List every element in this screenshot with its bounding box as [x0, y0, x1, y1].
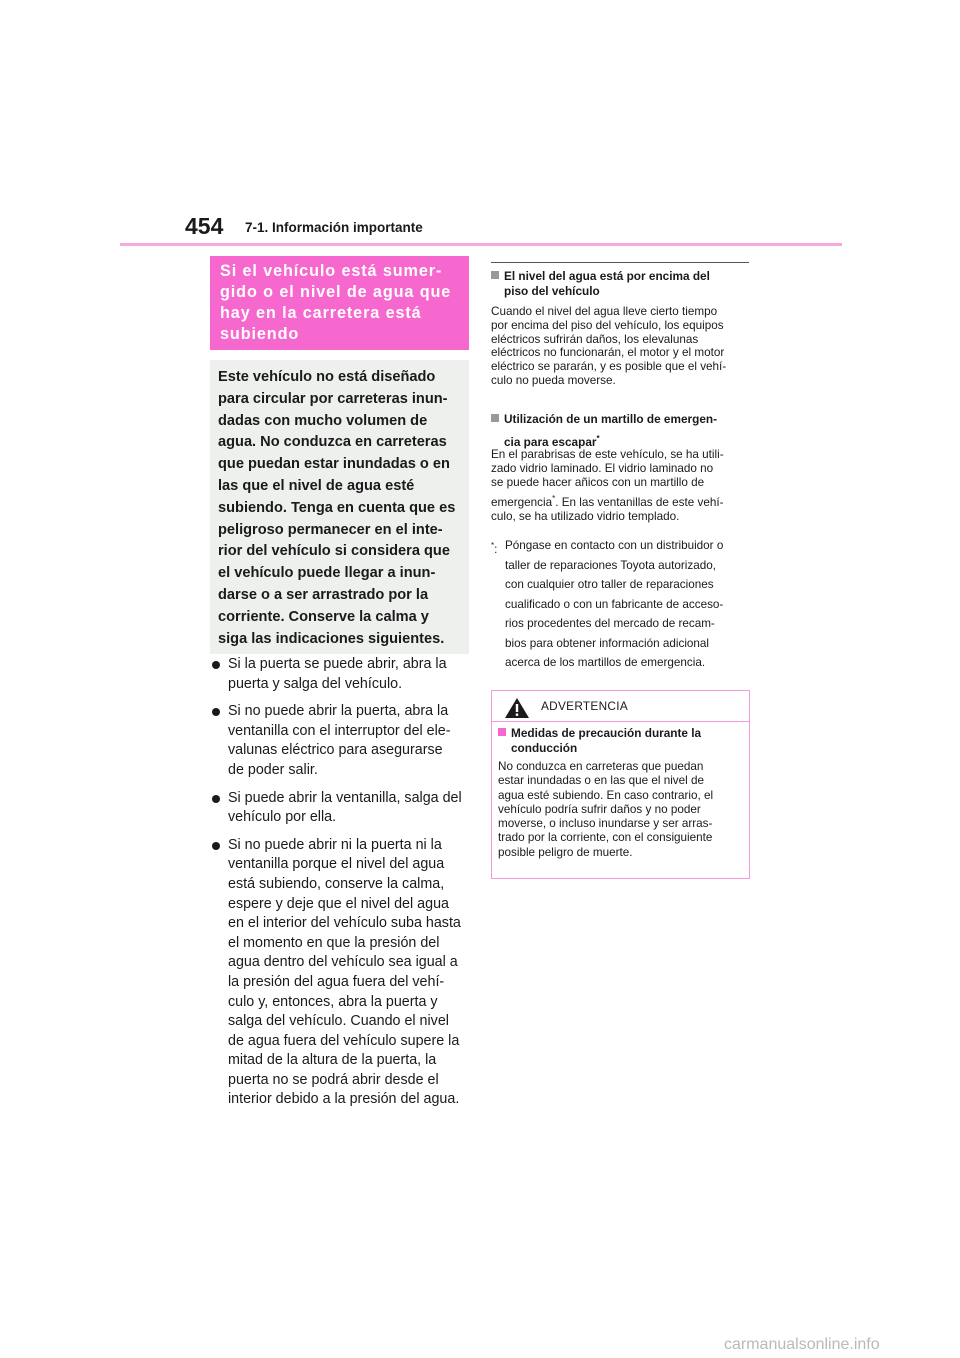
bullet-dot-icon [212, 795, 220, 803]
list-item-line: valunas eléctrico para asegurarse [228, 742, 443, 759]
intro-line: siga las indicaciones siguientes. [218, 630, 445, 647]
footnote-star: * [596, 434, 600, 443]
intro-line: que puedan estar inundadas o en [218, 456, 450, 473]
text-line: culo no pueda moverse. [491, 373, 616, 387]
intro-line: para circular por carreteras inun- [218, 390, 448, 407]
warning-line: vehículo podría sufrir daños y no poder [498, 802, 701, 816]
list-item-line: mitad de la altura de la puerta, la [228, 1052, 437, 1069]
intro-line: agua. No conduzca en carreteras [218, 434, 447, 451]
warning-text [498, 760, 746, 860]
bullet-dot-icon [212, 708, 220, 716]
list-item-line: espere y deje que el nivel del agua [228, 895, 449, 912]
warning-line: posible peligro de muerte. [498, 845, 633, 859]
footnote-line: Póngase en contacto con un distribuidor o [505, 539, 724, 552]
list-item-line: Si puede abrir la ventanilla, salga del [228, 789, 462, 806]
text-line: se puede hacer añicos con un martillo de [491, 475, 705, 489]
list-item [210, 702, 475, 780]
warning-subheading-line: Medidas de precaución durante la [511, 726, 702, 740]
intro-box [210, 360, 469, 654]
subsection-text [491, 305, 753, 388]
footnote-line: bios para obtener información adicional [505, 636, 710, 650]
footnote-line: acerca de los martillos de emergencia. [505, 656, 706, 669]
list-item-line: vehículo por ella. [228, 809, 337, 826]
bullet-dot-icon [212, 842, 220, 850]
warning-triangle-icon [504, 697, 530, 719]
topic-title-line: subiendo [220, 325, 300, 343]
intro-line: darse o a ser arrastrado por la [218, 586, 429, 603]
page-number: 454 [185, 213, 224, 239]
topic-title-line: gido o el nivel de agua que [220, 283, 452, 301]
footnote-line: con cualquier otro taller de reparaciones [505, 578, 714, 591]
topic-title-line: Si el vehículo está sumer- [220, 262, 443, 280]
watermark: carmanualsonline.info [724, 1336, 880, 1353]
intro-line: el vehículo puede llegar a inun- [218, 565, 436, 582]
text-line: En el parabrisas de este vehículo, se ha utili- [491, 448, 724, 461]
footnote-mark: *: [491, 541, 498, 556]
list-item-line: Si la puerta se puede abrir, abra la [228, 656, 447, 672]
intro-line: dadas con mucho volumen de [218, 412, 428, 429]
subsection-heading-line: El nivel del agua está por encima del [504, 269, 710, 283]
subsection-heading [491, 410, 751, 452]
list-item-line: la presión del agua fuera del vehí- [228, 973, 445, 990]
text-line: emergencia*. En las ventanillas de este vehí- [491, 494, 724, 510]
list-item-line: agua dentro del vehículo sea igual a [228, 954, 458, 971]
text-line: eléctricos no funcionarán, el motor y el motor [491, 346, 725, 360]
header-rule [120, 243, 842, 246]
list-item-line: Si no puede abrir ni la puerta ni la [228, 836, 442, 853]
list-item-line: está subiendo, conserve la calma, [228, 875, 445, 892]
list-item-line: culo y, entonces, abra la puerta y [228, 993, 438, 1010]
text-line: por encima del piso del vehículo, los equipos [491, 318, 724, 332]
list-item-line: ventanilla porque el nivel del agua [228, 856, 445, 873]
list-item-line: salga del vehículo. Cuando el nivel [228, 1013, 449, 1030]
topic-title-box [210, 256, 469, 350]
warning-line: estar inundadas o en las que el nivel de [498, 774, 704, 788]
subsection-heading-line: cia para escapar* [504, 434, 600, 449]
list-item-line: ventanilla con el interruptor del ele- [228, 722, 451, 739]
intro-line: las que el nivel de agua esté [218, 477, 415, 494]
footnote [491, 536, 753, 673]
list-item [210, 789, 475, 828]
section-title: 7-1. Información importante [245, 220, 423, 235]
subsection-heading-line: piso del vehículo [504, 284, 600, 298]
subsection-heading-line: Utilización de un martillo de emergen- [504, 412, 718, 426]
list-item-line: puerta y salga del vehículo. [228, 675, 403, 692]
warning-title: ADVERTENCIA [541, 699, 628, 713]
text-line: zado vidrio laminado. El vidrio laminado no [491, 461, 714, 475]
square-bullet-icon [498, 728, 506, 736]
intro-line: corriente. Conserve la calma y [218, 608, 429, 625]
list-item-line: de poder salir. [228, 761, 318, 778]
warning-line: agua esté subiendo. En caso contrario, el [498, 788, 714, 802]
list-item-line: de agua fuera del vehículo supere la [228, 1032, 460, 1049]
intro-line: Este vehículo no está diseñado [218, 369, 436, 385]
list-item-line: en el interior del vehículo suba hasta [228, 915, 461, 932]
instruction-list [210, 655, 475, 1118]
subsection-text [491, 448, 753, 524]
subsection-heading [491, 269, 751, 299]
text-line: eléctrico se pararán, y es posible que el vehí- [491, 360, 727, 374]
list-item-line: interior debido a la presión del agua. [228, 1091, 460, 1108]
intro-line: peligroso permanecer en el inte- [218, 521, 443, 538]
square-bullet-icon [491, 414, 499, 422]
warning-box [491, 690, 750, 879]
footnote-line: cualificado o con un fabricante de acceso- [505, 597, 724, 611]
footnote-line: rios procedentes del mercado de recam- [505, 617, 715, 630]
warning-line: No conduzca en carreteras que puedan [498, 760, 704, 773]
warning-subheading [498, 726, 743, 755]
topic-title-line: hay en la carretera está [220, 304, 422, 322]
text-line: Cuando el nivel del agua lleve cierto tiempo [491, 305, 718, 318]
bullet-dot-icon [212, 661, 220, 669]
list-item [210, 655, 475, 694]
warning-header [492, 691, 749, 722]
intro-line: rior del vehículo si considera que [218, 543, 450, 560]
intro-line: subiendo. Tenga en cuenta que es [218, 499, 456, 516]
warning-line: moverse, o incluso inundarse y ser arras- [498, 817, 713, 831]
text-line: eléctricos sufrirán daños, los elevalunas [491, 332, 699, 346]
square-bullet-icon [491, 271, 499, 279]
warning-subheading-line: conducción [511, 740, 578, 755]
list-item-line: puerta no se podrá abrir desde el [228, 1071, 439, 1088]
text-line: culo, se ha utilizado vidrio templado. [491, 510, 680, 524]
footnote-star: * [552, 494, 556, 504]
list-item-line: Si no puede abrir la puerta, abra la [228, 703, 449, 720]
list-item [210, 836, 475, 1110]
list-item-line: el momento en que la presión del [228, 934, 440, 951]
footnote-line: taller de reparaciones Toyota autorizado, [505, 558, 716, 572]
right-column-rule [491, 262, 749, 263]
warning-line: trado por la corriente, con el consiguiente [498, 831, 713, 845]
